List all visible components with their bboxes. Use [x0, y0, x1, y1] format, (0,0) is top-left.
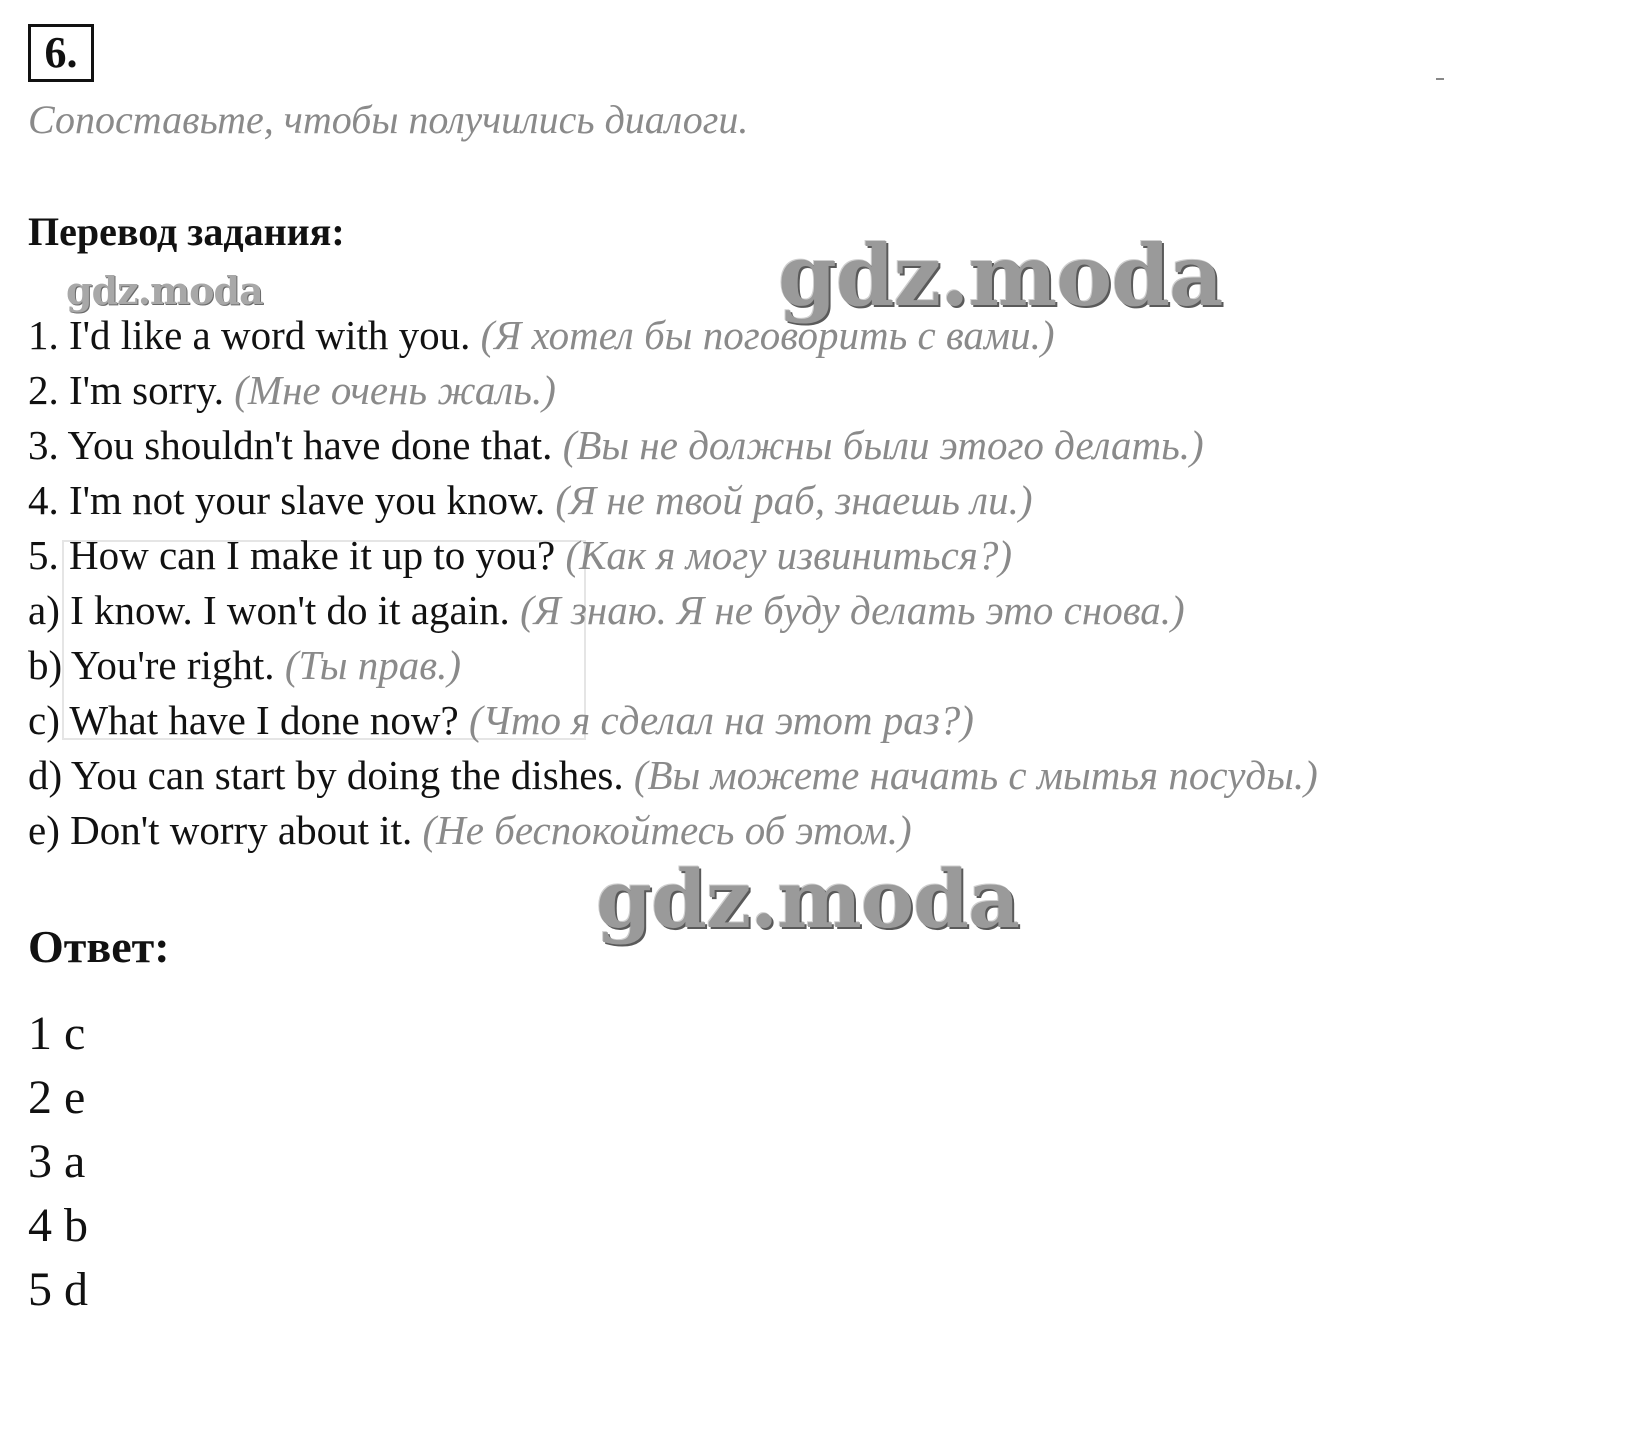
item-translation: (Ты прав.)	[284, 642, 462, 688]
watermark-middle: gdz.moda	[596, 852, 1019, 946]
watermark-top: gdz.moda	[778, 226, 1223, 325]
item-english: b) You're right.	[28, 642, 275, 688]
answer-line: 2 e	[28, 1071, 86, 1124]
item-translation: (Я хотел бы поговорить с вами.)	[480, 312, 1055, 358]
watermark-small: gdz.moda	[66, 268, 263, 313]
item-translation: (Вы не должны были этого делать.)	[562, 422, 1204, 468]
dialogue-list	[28, 308, 1318, 858]
translation-heading: Перевод задания:	[28, 209, 345, 254]
item-translation: (Что я сделал на этот раз?)	[468, 697, 974, 743]
dialogue-item-3	[28, 418, 1318, 473]
task-number: 6.	[28, 24, 94, 82]
answer-line: 4 b	[28, 1199, 88, 1252]
dialogue-item-a	[28, 583, 1318, 638]
task-instruction: Сопоставьте, чтобы получились диалоги.	[28, 97, 749, 142]
scan-speck	[1436, 78, 1444, 80]
item-english: 4. I'm not your slave you know.	[28, 477, 546, 523]
answer-line: 1 c	[28, 1007, 86, 1060]
item-english: a) I know. I won't do it again.	[28, 587, 510, 633]
answer-line: 5 d	[28, 1263, 88, 1316]
item-english: 1. I'd like a word with you.	[28, 312, 471, 358]
item-english: e) Don't worry about it.	[28, 807, 413, 853]
dialogue-item-4	[28, 473, 1318, 528]
item-translation: (Я знаю. Я не буду делать это снова.)	[520, 587, 1185, 633]
answer-line: 3 a	[28, 1135, 86, 1188]
item-english: d) You can start by doing the dishes.	[28, 752, 624, 798]
answer-heading: Ответ:	[28, 921, 170, 972]
dialogue-item-c	[28, 693, 1318, 748]
item-translation: (Вы можете начать с мытья посуды.)	[633, 752, 1318, 798]
dialogue-item-5	[28, 528, 1318, 583]
item-english: 3. You shouldn't have done that.	[28, 422, 553, 468]
dialogue-item-1	[28, 308, 1318, 363]
dialogue-item-d	[28, 748, 1318, 803]
item-english: c) What have I done now?	[28, 697, 459, 743]
item-translation: (Я не твой раб, знаешь ли.)	[555, 477, 1033, 523]
answer-list	[28, 1002, 88, 1322]
dialogue-item-b	[28, 638, 1318, 693]
item-translation: (Не беспокойтесь об этом.)	[422, 807, 912, 853]
item-english: 5. How can I make it up to you?	[28, 532, 556, 578]
item-english: 2. I'm sorry.	[28, 367, 225, 413]
item-translation: (Как я могу извиниться?)	[565, 532, 1012, 578]
dialogue-item-e	[28, 803, 1318, 858]
item-translation: (Мне очень жаль.)	[234, 367, 556, 413]
dialogue-item-2	[28, 363, 1318, 418]
